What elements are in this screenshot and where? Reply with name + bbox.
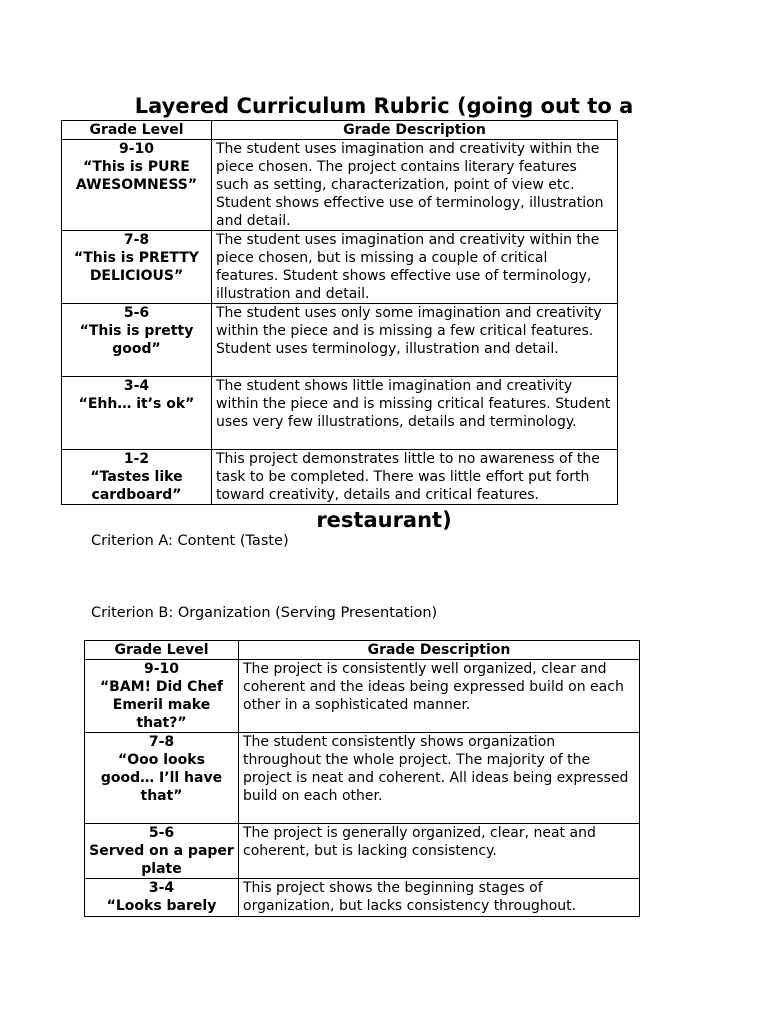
grade-description-cell: The project is consistently well organized, clear and coherent and the ideas being expressed build on each other in a sophisticated manner.: [239, 660, 640, 733]
table-row: [62, 231, 618, 304]
grade-nickname: “Ehh… it’s ok”: [78, 396, 195, 412]
grade-level-cell: [62, 304, 212, 377]
grade-level-cell: [62, 231, 212, 304]
grade-nickname: “BAM! Did Chef Emeril make that?”: [99, 679, 224, 731]
table-row: [62, 140, 618, 231]
page-title: Layered Curriculum Rubric (going out to a: [134, 94, 634, 118]
table-row: [62, 377, 618, 450]
grade-description-cell: This project shows the beginning stages of organization, but lacks consistency throughout.: [239, 879, 640, 917]
grade-description-cell: The student uses imagination and creativity within the piece chosen, but is missing a couple of critical features. Student shows effective use of terminology, illustration and detail.: [212, 231, 618, 304]
grade-nickname: “This is PURE AWESOMNESS”: [75, 159, 198, 193]
page-title-continued: restaurant): [316, 508, 452, 532]
grade-description-header: Grade Description: [212, 121, 618, 140]
grade-nickname: “Ooo looks good… I’ll have that”: [100, 752, 223, 804]
table-header-row: [62, 121, 618, 140]
grade-level-value: 5-6: [148, 825, 175, 841]
table-row: [85, 733, 640, 824]
table-row: [85, 824, 640, 879]
table-row: [62, 450, 618, 505]
criterion-a-label: Criterion A: Content (Taste): [91, 533, 289, 549]
grade-description-cell: This project demonstrates little to no awareness of the task to be completed. There was little effort put forth toward creativity, details and critical features.: [212, 450, 618, 505]
table-row: [85, 879, 640, 917]
rubric-table-content: [61, 120, 618, 505]
criterion-b-label: Criterion B: Organization (Serving Presentation): [91, 605, 438, 621]
grade-level-header: Grade Level: [62, 121, 212, 140]
grade-level-cell: [85, 660, 239, 733]
grade-level-cell: [62, 140, 212, 231]
grade-level-value: 9-10: [118, 141, 155, 157]
table-header-row: [85, 641, 640, 660]
grade-nickname: Served on a paper plate: [89, 843, 234, 877]
grade-level-cell: [85, 879, 239, 917]
rubric-table-organization: [84, 640, 640, 917]
grade-nickname: “Looks barely: [106, 898, 217, 914]
grade-nickname: “Tastes like cardboard”: [90, 469, 183, 503]
grade-level-value: 7-8: [123, 232, 150, 248]
grade-description-cell: The student uses imagination and creativity within the piece chosen. The project contains literary features such as setting, characterization, point of view etc. Student shows effective use of terminology, illustration and detail.: [212, 140, 618, 231]
grade-level-cell: [85, 824, 239, 879]
grade-level-cell: [85, 733, 239, 824]
grade-level-header: Grade Level: [85, 641, 239, 660]
grade-level-value: 3-4: [148, 880, 175, 896]
grade-level-value: 7-8: [148, 734, 175, 750]
grade-level-cell: [62, 377, 212, 450]
grade-description-cell: The student consistently shows organization throughout the whole project. The majority of the project is neat and coherent. All ideas being expressed build on each other.: [239, 733, 640, 824]
grade-nickname: “This is PRETTY DELICIOUS”: [74, 250, 199, 284]
grade-description-cell: The project is generally organized, clear, neat and coherent, but is lacking consistency.: [239, 824, 640, 879]
grade-level-value: 9-10: [143, 661, 180, 677]
grade-nickname: “This is pretty good”: [79, 323, 194, 357]
table-row: [85, 660, 640, 733]
grade-description-cell: The student shows little imagination and creativity within the piece and is missing critical features. Student uses very few illustrations, details and terminology.: [212, 377, 618, 450]
grade-description-header: Grade Description: [239, 641, 640, 660]
grade-level-value: 3-4: [123, 378, 150, 394]
table-row: [62, 304, 618, 377]
grade-level-value: 1-2: [123, 451, 150, 467]
grade-description-cell: The student uses only some imagination and creativity within the piece and is missing a few critical features. Student uses terminology, illustration and detail.: [212, 304, 618, 377]
grade-level-cell: [62, 450, 212, 505]
grade-level-value: 5-6: [123, 305, 150, 321]
